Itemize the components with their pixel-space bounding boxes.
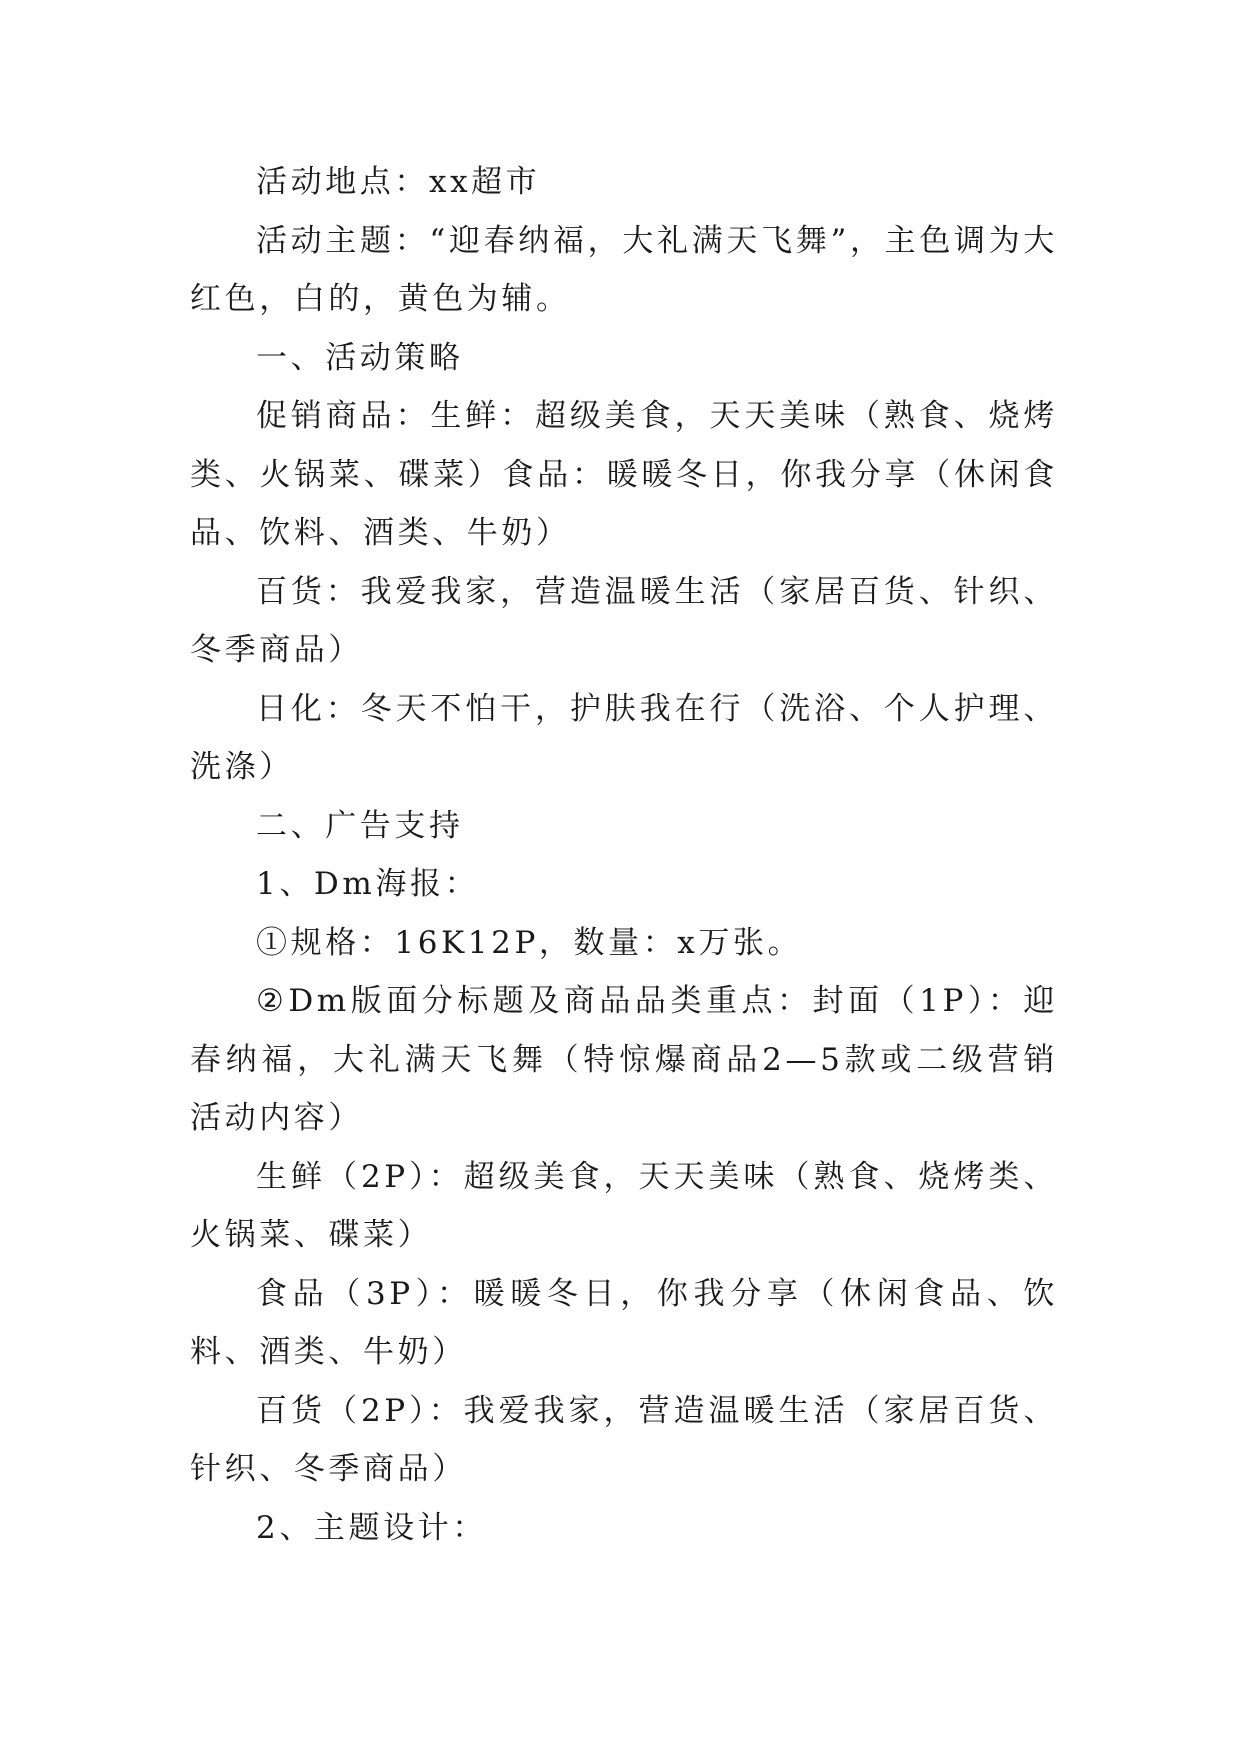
paragraph-theme: 活动主题：“迎春纳福，大礼满天飞舞”，主色调为大红色，白的，黄色为辅。 bbox=[190, 222, 1058, 317]
paragraph-food: 食品（3P）：暖暖冬日，你我分享（休闲食品、饮料、酒类、牛奶） bbox=[190, 1275, 1058, 1370]
paragraph-spec: ①规格：16K12P，数量：x万张。 bbox=[256, 924, 803, 961]
heading-ad-support: 二、广告支持 bbox=[256, 807, 464, 844]
paragraph-fresh-food: 生鲜（2P）：超级美食，天天美味（熟食、烧烤类、火锅菜、碟菜） bbox=[190, 1158, 1058, 1253]
heading-strategy: 一、活动策略 bbox=[256, 339, 464, 376]
paragraph-general-merch: 百货：我爱我家，营造温暖生活（家居百货、针织、冬季商品） bbox=[190, 573, 1058, 668]
paragraph-dm-layout: ②Dm版面分标题及商品品类重点：封面（1P）：迎春纳福，大礼满天飞舞（特惊爆商品2—5款或二级营销活动内容） bbox=[190, 983, 1058, 1136]
paragraph-promo-goods: 促销商品：生鲜：超级美食，天天美味（熟食、烧烤类、火锅菜、碟菜）食品：暖暖冬日，你我分享（休闲食品、饮料、酒类、牛奶） bbox=[190, 398, 1058, 551]
heading-theme-design: 2、主题设计： bbox=[256, 1509, 487, 1546]
document-body bbox=[190, 153, 1058, 1557]
heading-dm-poster: 1、Dm海报： bbox=[256, 866, 480, 902]
paragraph-location: 活动地点：xx超市 bbox=[256, 164, 541, 200]
paragraph-department-store: 百货（2P）：我爱我家，营造温暖生活（家居百货、针织、冬季商品） bbox=[190, 1392, 1058, 1487]
paragraph-daily-chemicals: 日化：冬天不怕干，护肤我在行（洗浴、个人护理、洗涤） bbox=[190, 690, 1058, 785]
